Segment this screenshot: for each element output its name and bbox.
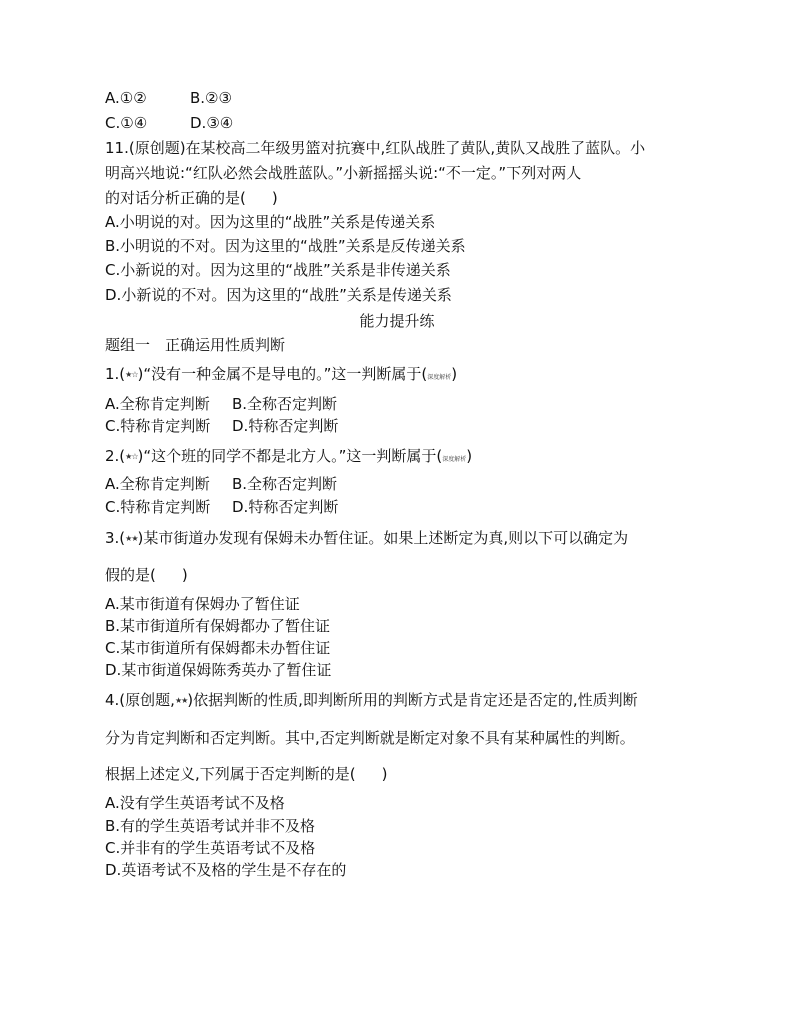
q2-option-c: C.特称肯定判断 xyxy=(105,498,211,516)
q1-option-d: D.特称否定判断 xyxy=(232,417,339,435)
q10-option-c: C.①④ xyxy=(105,114,148,132)
q3-stem-line1 xyxy=(105,528,628,549)
q3-option-a: A.某市街道有保姆办了暂住证 xyxy=(105,595,300,613)
q2-text: )“这个班的同学不都是北方人。”这一判断属于( xyxy=(137,447,443,465)
q3-option-b: B.某市街道所有保姆都办了暂住证 xyxy=(105,617,331,635)
analysis-tag: 深度解析 xyxy=(442,456,467,463)
q4-option-b: B.有的学生英语考试并非不及格 xyxy=(105,817,316,835)
q4-number: 4.(原创题, xyxy=(105,691,175,709)
q4-option-a: A.没有学生英语考试不及格 xyxy=(105,794,285,812)
q10-option-a: A.①② xyxy=(105,89,147,107)
q2-option-b: B.全称否定判断 xyxy=(232,475,338,493)
difficulty-star-icon: ★★ xyxy=(174,696,188,705)
q1-text: )“没有一种金属不是导电的。”这一判断属于( xyxy=(137,365,428,383)
q11-stem-line3 xyxy=(105,188,278,208)
q1-answer-paren: ) xyxy=(451,365,458,383)
q3-text-2: 假的是( xyxy=(105,566,156,584)
q2-stem xyxy=(105,446,472,467)
q11-option-a: A.小明说的对。因为这里的“战胜”关系是传递关系 xyxy=(105,213,436,231)
q3-option-d: D.某市街道保姆陈秀英办了暂住证 xyxy=(105,661,332,679)
q11-answer-paren: ) xyxy=(271,189,278,207)
q3-option-c: C.某市街道所有保姆都未办暂住证 xyxy=(105,639,331,657)
q1-option-c: C.特称肯定判断 xyxy=(105,417,211,435)
section-title: 能力提升练 xyxy=(359,312,435,330)
q2-number: 2.( xyxy=(105,447,126,465)
q3-number: 3.( xyxy=(105,529,126,547)
q11-stem-line2: 明高兴地说:“红队必然会战胜蓝队。”小新摇摇头说:“不一定。”下列对两人 xyxy=(105,164,582,182)
q11-stem-line1: 11.(原创题)在某校高二年级男篮对抗赛中,红队战胜了黄队,黄队又战胜了蓝队。小 xyxy=(105,139,646,157)
q3-answer-paren: ) xyxy=(181,566,188,584)
q10-option-b: B.②③ xyxy=(190,89,232,107)
difficulty-star-icon: ★★ xyxy=(125,534,138,543)
q4-stem-line1 xyxy=(105,690,638,711)
q2-answer-paren: ) xyxy=(466,447,473,465)
difficulty-star-icon: ★☆ xyxy=(125,452,138,461)
q2-option-d: D.特称否定判断 xyxy=(232,498,339,516)
q4-option-d: D.英语考试不及格的学生是不存在的 xyxy=(105,861,347,879)
q11-option-b: B.小明说的不对。因为这里的“战胜”关系是反传递关系 xyxy=(105,237,466,255)
q4-option-c: C.并非有的学生英语考试不及格 xyxy=(105,839,316,857)
q3-text: )某市街道办发现有保姆未办暂住证。如果上述断定为真,则以下可以确定为 xyxy=(137,529,629,547)
q2-option-a: A.全称肯定判断 xyxy=(105,475,210,493)
q1-option-a: A.全称肯定判断 xyxy=(105,395,210,413)
q11-stem-text: 的对话分析正确的是( xyxy=(105,189,246,207)
q4-stem-line3 xyxy=(105,764,387,784)
group-title: 题组一 正确运用性质判断 xyxy=(105,336,286,354)
q4-text: )依据判断的性质,即判断所用的判断方式是肯定还是否定的,性质判断 xyxy=(187,691,638,709)
q4-text-3: 根据上述定义,下列属于否定判断的是( xyxy=(105,765,356,783)
q3-stem-line2 xyxy=(105,565,188,585)
q4-stem-line2: 分为肯定判断和否定判断。其中,否定判断就是断定对象不具有某种属性的判断。 xyxy=(105,729,635,747)
q10-option-d: D.③④ xyxy=(190,114,234,132)
q1-option-b: B.全称否定判断 xyxy=(232,395,338,413)
q11-option-c: C.小新说的对。因为这里的“战胜”关系是非传递关系 xyxy=(105,261,451,279)
q1-stem xyxy=(105,364,457,385)
q1-number: 1.( xyxy=(105,365,126,383)
q4-answer-paren: ) xyxy=(381,765,388,783)
difficulty-star-icon: ★☆ xyxy=(125,370,138,379)
analysis-tag: 深度解析 xyxy=(427,374,452,381)
q11-option-d: D.小新说的不对。因为这里的“战胜”关系是传递关系 xyxy=(105,286,452,304)
